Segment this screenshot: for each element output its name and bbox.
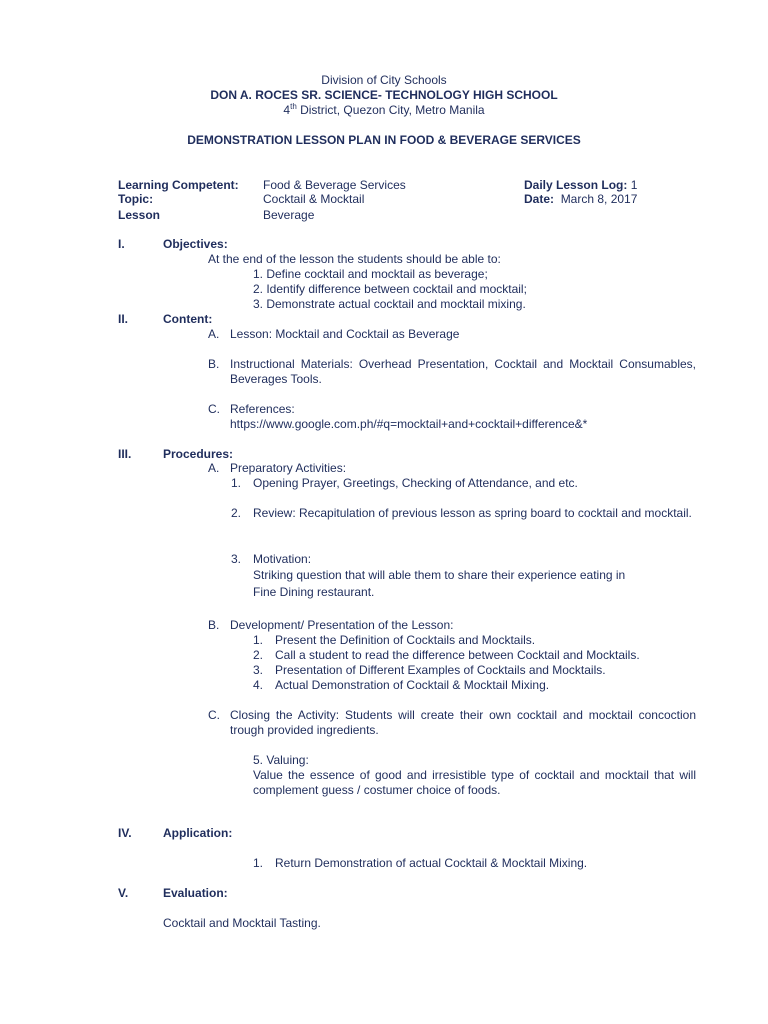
- objective-item: 3. Demonstrate actual cocktail and mocktail mixing.: [253, 297, 526, 311]
- development-item-text: Presentation of Different Examples of Cocktails and Mocktails.: [275, 663, 606, 677]
- objectives-intro: At the end of the lesson the students should be able to:: [208, 252, 501, 266]
- development-title: Development/ Presentation of the Lesson:: [230, 618, 454, 632]
- development-item-number: 3.: [253, 663, 264, 677]
- development-item-text: Call a student to read the difference between Cocktail and Mocktails.: [275, 648, 640, 662]
- date-value: March 8, 2017: [560, 192, 638, 206]
- school-name: DON A. ROCES SR. SCIENCE- TECHNOLOGY HIGH SCHOOL: [210, 88, 558, 102]
- daily-lesson-log-value: 1: [630, 178, 638, 192]
- review-text: Review: Recapitulation of previous lesson as spring board to cocktail and mocktail.: [253, 506, 692, 520]
- motivation-title: Motivation:: [253, 552, 312, 566]
- lesson-label: Lesson: [118, 208, 161, 222]
- procedures-a-marker: A.: [208, 461, 220, 475]
- references-label: References:: [230, 402, 295, 416]
- procedures-b-marker: B.: [208, 618, 220, 632]
- preparatory-activities: Preparatory Activities:: [230, 461, 347, 475]
- content-a-marker: A.: [208, 327, 220, 341]
- section-2-title: Content:: [163, 312, 213, 326]
- section-3-title: Procedures:: [163, 447, 234, 461]
- prep-item-number: 1.: [231, 476, 242, 490]
- division-line: Division of City Schools: [321, 73, 447, 87]
- development-item-text: Present the Definition of Cocktails and Mocktails.: [275, 633, 536, 647]
- daily-lesson-log-label: Daily Lesson Log:: [524, 178, 628, 192]
- topic-label: Topic:: [118, 192, 154, 206]
- district-suffix: th: [290, 102, 297, 111]
- content-b-marker: B.: [208, 357, 220, 371]
- development-item-number: 1.: [253, 633, 264, 647]
- reference-url: https://www.google.com.ph/#q=mocktail+and+cocktail+difference&*: [230, 417, 588, 431]
- instructional-materials: Instructional Materials: Overhead Presentation, Cocktail and Mocktail Consumables, Beverages Tools.: [230, 357, 696, 386]
- learning-competent-value: Food & Beverage Services: [263, 178, 406, 192]
- content-lesson: Lesson: Mocktail and Cocktail as Beverage: [230, 327, 460, 341]
- plan-title: DEMONSTRATION LESSON PLAN IN FOOD & BEVERAGE SERVICES: [187, 133, 581, 147]
- application-item-text: Return Demonstration of actual Cocktail & Mocktail Mixing.: [275, 856, 588, 870]
- objective-item: 1. Define cocktail and mocktail as beverage;: [253, 267, 488, 281]
- section-3-numeral: III.: [118, 447, 132, 461]
- section-1-numeral: I.: [118, 237, 125, 251]
- prep-item-text: Opening Prayer, Greetings, Checking of Attendance, and etc.: [253, 476, 578, 490]
- development-item-number: 4.: [253, 678, 264, 692]
- procedures-c-marker: C.: [208, 708, 220, 722]
- date-label: Date:: [524, 192, 555, 206]
- topic-value: Cocktail & Mocktail: [263, 192, 365, 206]
- section-4-numeral: IV.: [118, 826, 132, 840]
- development-item-number: 2.: [253, 648, 264, 662]
- closing-activity: Closing the Activity: Students will create their own cocktail and mocktail concoction trough provided ingredients.: [230, 708, 696, 737]
- motivation-line-1: Striking question that will able them to share their experience eating in: [253, 568, 626, 582]
- prep-item-number: 2.: [231, 506, 242, 520]
- application-item-number: 1.: [253, 856, 264, 870]
- daily-lesson-log: [524, 178, 637, 193]
- prep-item-number: 3.: [231, 552, 242, 566]
- section-2-numeral: II.: [118, 312, 129, 326]
- development-item-text: Actual Demonstration of Cocktail & Mocktail Mixing.: [275, 678, 550, 692]
- district-number: 4: [283, 103, 291, 117]
- valuing-title: 5. Valuing:: [253, 753, 309, 767]
- district-text: District, Quezon City, Metro Manila: [296, 103, 485, 117]
- section-5-title: Evaluation:: [163, 886, 228, 900]
- section-5-numeral: V.: [118, 886, 129, 900]
- learning-competent-label: Learning Competent:: [118, 178, 239, 192]
- section-4-title: Application:: [163, 826, 233, 840]
- date-line: [524, 192, 637, 207]
- lesson-value: Beverage: [263, 208, 315, 222]
- content-c-marker: C.: [208, 402, 220, 416]
- objective-item: 2. Identify difference between cocktail and mocktail;: [253, 282, 527, 296]
- evaluation-text: Cocktail and Mocktail Tasting.: [163, 916, 321, 930]
- section-1-title: Objectives:: [163, 237, 228, 251]
- motivation-line-2: Fine Dining restaurant.: [253, 585, 375, 599]
- district-line: [0, 103, 768, 118]
- valuing-text: Value the essence of good and irresistible type of cocktail and mocktail that will complement guess / costumer choice of foods.: [253, 768, 696, 797]
